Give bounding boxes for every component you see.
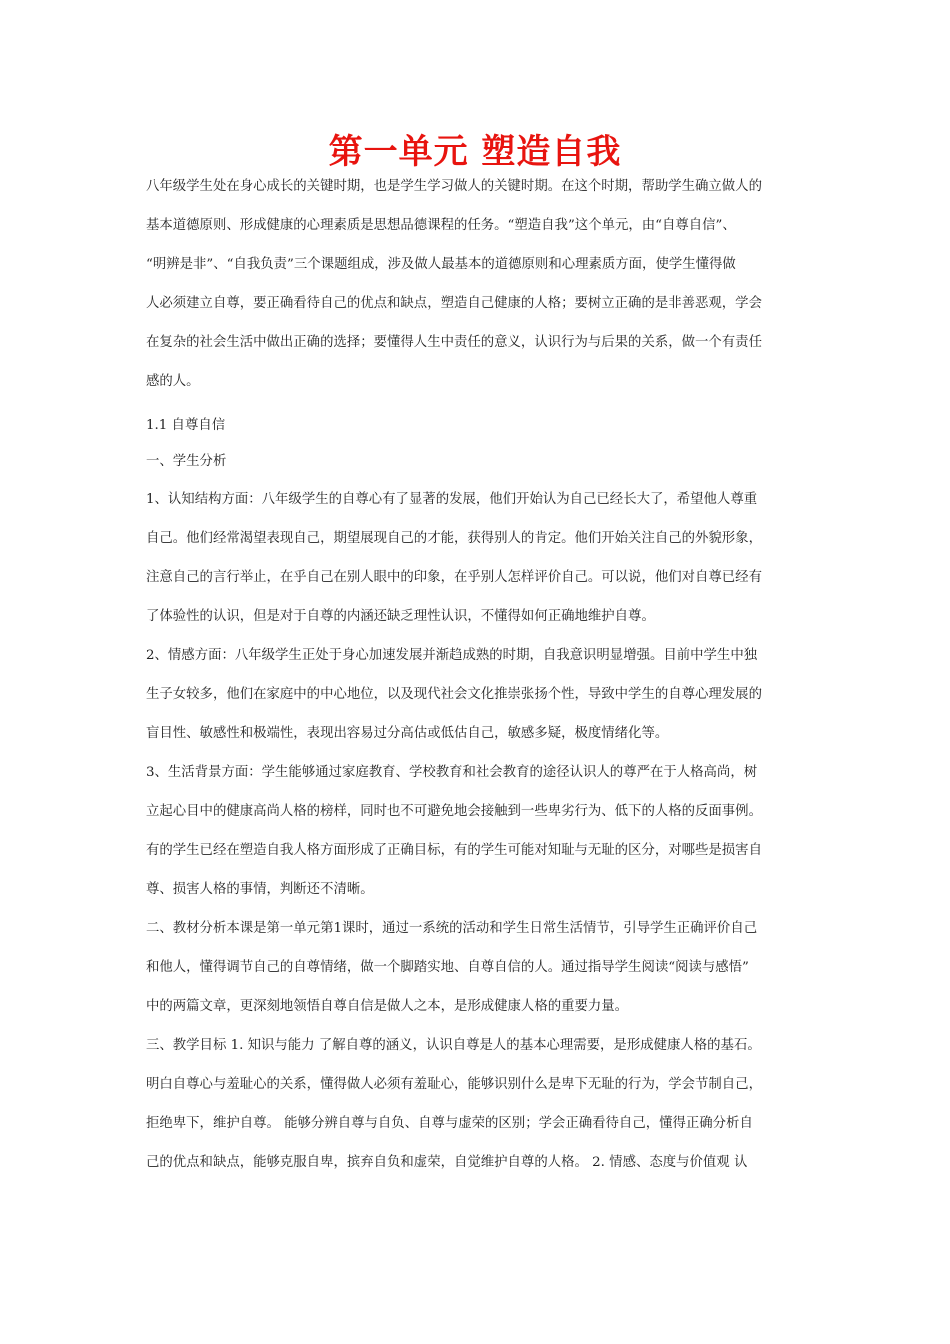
body-line: 立起心目中的健康高尚人格的榜样，同时也不可避免地会接触到一些卑劣行为、低下的人格的反面事例。 [146, 804, 762, 819]
body-line: 中的两篇文章，更深刻地领悟自尊自信是做人之本，是形成健康人格的重要力量。 [146, 999, 629, 1014]
body-line: 二、教材分析本课是第一单元第1课时，通过一系统的活动和学生日常生活情节，引导学生正确评价自己 [146, 921, 758, 936]
body-line: 一、学生分析 [146, 454, 227, 469]
document-title: 第一单元 塑造自我 [328, 132, 622, 172]
body-line: 基本道德原则、形成健康的心理素质是思想品德课程的任务。“塑造自我”这个单元，由“自尊自信”、 [146, 218, 736, 233]
body-line: 八年级学生处在身心成长的关键时期，也是学生学习做人的关键时期。在这个时期，帮助学生确立做人的 [146, 179, 762, 194]
body-line: “明辨是非”、“自我负责”三个课题组成，涉及做人最基本的道德原则和心理素质方面，使学生懂得做 [146, 257, 736, 272]
body-line: 生子女较多，他们在家庭中的中心地位，以及现代社会文化推崇张扬个性，导致中学生的自尊心理发展的 [146, 687, 762, 702]
body-line: 和他人，懂得调节自己的自尊情绪，做一个脚踏实地、自尊自信的人。通过指导学生阅读“阅读与感悟” [146, 960, 749, 975]
body-line: 3、生活背景方面：学生能够通过家庭教育、学校教育和社会教育的途径认识人的尊严在于人格高尚，树 [146, 765, 758, 780]
body-line: 了体验性的认识，但是对于自尊的内涵还缺乏理性认识，不懂得如何正确地维护自尊。 [146, 609, 655, 624]
body-line: 1、认知结构方面：八年级学生的自尊心有了显著的发展，他们开始认为自己已经长大了，希望他人尊重 [146, 492, 758, 507]
body-line: 三、教学目标 1. 知识与能力 了解自尊的涵义，认识自尊是人的基本心理需要，是形成健康人格的基石。 [146, 1038, 761, 1053]
body-line: 感的人。 [146, 374, 200, 389]
body-line: 在复杂的社会生活中做出正确的选择；要懂得人生中责任的意义，认识行为与后果的关系，做一个有责任 [146, 335, 762, 350]
body-line: 1.1 自尊自信 [146, 418, 226, 433]
body-line: 2、情感方面：八年级学生正处于身心加速发展并渐趋成熟的时期，自我意识明显增强。目前中学生中独 [146, 648, 758, 663]
body-line: 注意自己的言行举止，在乎自己在别人眼中的印象，在乎别人怎样评价自己。可以说，他们对自尊已经有 [146, 570, 762, 585]
body-line: 拒绝卑下，维护自尊。 能够分辨自尊与自负、自尊与虚荣的区别；学会正确看待自己，懂得正确分析自 [146, 1116, 753, 1131]
body-line: 自己。他们经常渴望表现自己，期望展现自己的才能，获得别人的肯定。他们开始关注自己的外貌形象， [146, 531, 762, 546]
body-line: 明白自尊心与羞耻心的关系，懂得做人必须有羞耻心，能够识别什么是卑下无耻的行为，学会节制自己， [146, 1077, 762, 1092]
body-line: 尊、损害人格的事情，判断还不清晰。 [146, 882, 374, 897]
body-line: 己的优点和缺点，能够克服自卑，摈弃自负和虚荣，自觉维护自尊的人格。 2. 情感、态度与价值观 认 [146, 1155, 748, 1170]
body-line: 人必须建立自尊，要正确看待自己的优点和缺点，塑造自己健康的人格；要树立正确的是非善恶观，学会 [146, 296, 762, 311]
body-line: 有的学生已经在塑造自我人格方面形成了正确目标，有的学生可能对知耻与无耻的区分，对哪些是损害自 [146, 843, 762, 858]
body-line: 盲目性、敏感性和极端性，表现出容易过分高估或低估自己，敏感多疑，极度情绪化等。 [146, 726, 669, 741]
